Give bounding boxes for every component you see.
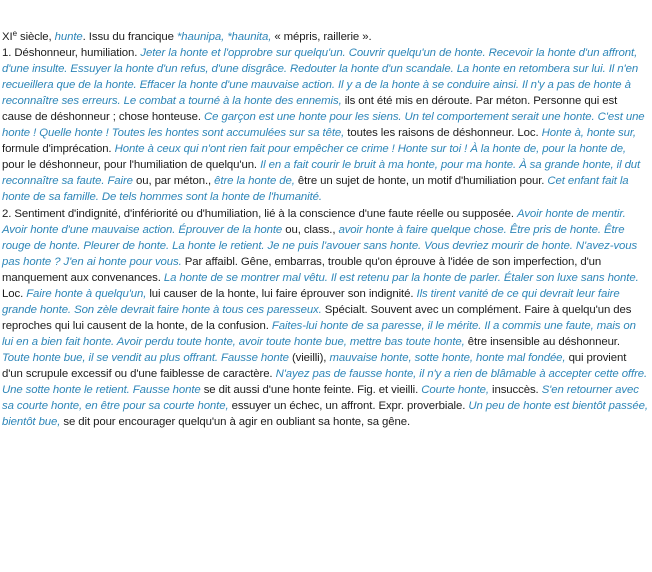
example-text: Cet enfant fait la honte de sa famille. De tels hommes sont la honte de l'humanité.	[2, 175, 629, 204]
example-text: Courte honte,	[421, 384, 489, 397]
definition-text: formule d'imprécation.	[2, 143, 115, 156]
example-text: Avoir honte de mentir. Avoir honte d'une mauvaise action. Éprouver de la honte	[2, 207, 626, 236]
example-text: La honte de se montrer mal vêtu. Il est retenu par la honte de parler. Étaler son luxe sans honte.	[163, 271, 639, 284]
definition-text: « mépris, raillerie ».	[271, 31, 372, 43]
definition-text: insuccès.	[488, 384, 542, 397]
definition-text: 2. Sentiment d'indignité, d'infériorité ou d'humiliation, lié à la conscience d'une faute réelle ou supposée.	[2, 207, 518, 220]
example-text: *haunipa, *haunita,	[176, 31, 272, 43]
definition-text: se dit pour encourager quelqu'un à agir en oubliant sa honte, sa gêne.	[60, 416, 411, 429]
definition-text: ou, class.,	[282, 223, 339, 236]
definition-text: essuyer un échec, un affront. Expr. proverbiale.	[228, 400, 469, 413]
etymology-paragraph	[2, 29, 648, 45]
definition-text: pour le déshonneur, pour l'humiliation de quelqu'un.	[2, 159, 261, 172]
definition-text: (vieilli),	[288, 351, 330, 364]
definition-text: toutes les raisons de déshonneur. Loc.	[344, 127, 542, 140]
example-text: Toute honte bue, il se vendit au plus offrant. Fausse honte	[2, 351, 289, 364]
example-text: Un peu de honte est bientôt passée, bientôt bue,	[2, 400, 648, 429]
definition-text: . Issu du francique	[82, 31, 177, 43]
definition-text: Loc.	[2, 287, 27, 300]
sense-2-paragraph	[2, 206, 648, 431]
example-text: Ce garçon est une honte pour les siens. Un tel comportement serait une honte. C'est une honte ! Quelle honte ! Toutes les hontes sont accumulées sur sa tête,	[2, 111, 645, 140]
example-text: Jeter la honte et l'opprobre sur quelqu'un. Couvrir quelqu'un de honte. Recevoir la honte d'un affront, d'une insulte. Essuyer la honte d'un refus, d'une disgrâce. Redouter la honte d'un scandale. La honte en retombera sur lui. Il n'en recueillera que de la honte. Effacer la honte d'une mauvaise action. Il y a de la honte à se conduire ainsi. Il n'y a pas de honte à reconnaître ses erreurs. Le combat a tourné à la honte des ennemis,	[2, 47, 639, 108]
dictionary-entry	[2, 29, 648, 430]
sense-1-paragraph	[2, 45, 648, 205]
example-text: hunte	[54, 31, 83, 43]
definition-text: Par affaibl. Gêne, embarras, trouble qu'on éprouve à l'idée de son imperfection, d'un manquement aux convenances.	[2, 255, 602, 284]
example-text: mauvaise honte, sotte honte, honte mal fondée,	[329, 351, 566, 364]
definition-text: qui provient d'un scrupule excessif ou d'une faiblesse de caractère.	[2, 351, 627, 380]
example-text: N'ayez pas de fausse honte, il n'y a rien de blâmable à accepter cette offre. Une sotte honte le retient. Fausse honte	[2, 367, 648, 397]
example-text: avoir honte à faire quelque chose. Être pris de honte. Être rouge de honte. Pleurer de honte. La honte le retient. Je ne puis l'avouer sans honte. Vous devriez mourir de honte. N'avez-vous pas honte ? J'en ai honte pour vous.	[2, 223, 638, 268]
example-text: Faites-lui honte de sa paresse, il le mérite. Il a commis une faute, mais on lui en a bien fait honte. Avoir perdu toute honte, avoir toute honte bue, mettre bas toute honte,	[2, 319, 636, 348]
example-text: être la honte de,	[214, 175, 295, 188]
example-text: S'en retourner avec sa courte honte, en être pour sa courte honte,	[2, 384, 639, 413]
example-text: Faire honte à quelqu'un,	[26, 287, 147, 300]
example-text: Honte à ceux qui n'ont rien fait pour empêcher ce crime ! Honte sur toi ! À la honte de, pour la honte de,	[114, 143, 626, 156]
definition-text: être un sujet de honte, un motif d'humiliation pour.	[294, 175, 548, 188]
definition-text: lui causer de la honte, lui faire éprouver son indignité.	[146, 287, 417, 300]
definition-text: siècle,	[16, 31, 55, 43]
definition-text: être insensible au déshonneur.	[464, 335, 620, 348]
century-superscript: e	[12, 29, 17, 38]
definition-text: ou, par méton.,	[132, 175, 215, 188]
example-text: Honte à, honte sur,	[541, 127, 636, 140]
definition-text: Spécialt. Souvent avec un complément. Faire à quelqu'un des reproches qui lui causent de la honte, de la confusion.	[2, 303, 632, 332]
definition-text: se dit aussi d'une honte feinte. Fig. et vieilli.	[200, 384, 422, 397]
example-text: Il en a fait courir le bruit à ma honte, pour ma honte. À sa grande honte, il dut reconnaître sa faute. Faire	[2, 159, 641, 188]
definition-text: XI	[2, 31, 13, 43]
definition-text: 1. Déshonneur, humiliation.	[2, 47, 141, 60]
example-text: Ils tirent vanité de ce qui devrait leur faire grande honte. Son zèle devrait faire honte à tous ces paresseux.	[2, 287, 620, 316]
definition-text: ils ont été mis en déroute. Par méton. Personne qui est cause de déshonneur ; chose honteuse.	[2, 95, 618, 124]
